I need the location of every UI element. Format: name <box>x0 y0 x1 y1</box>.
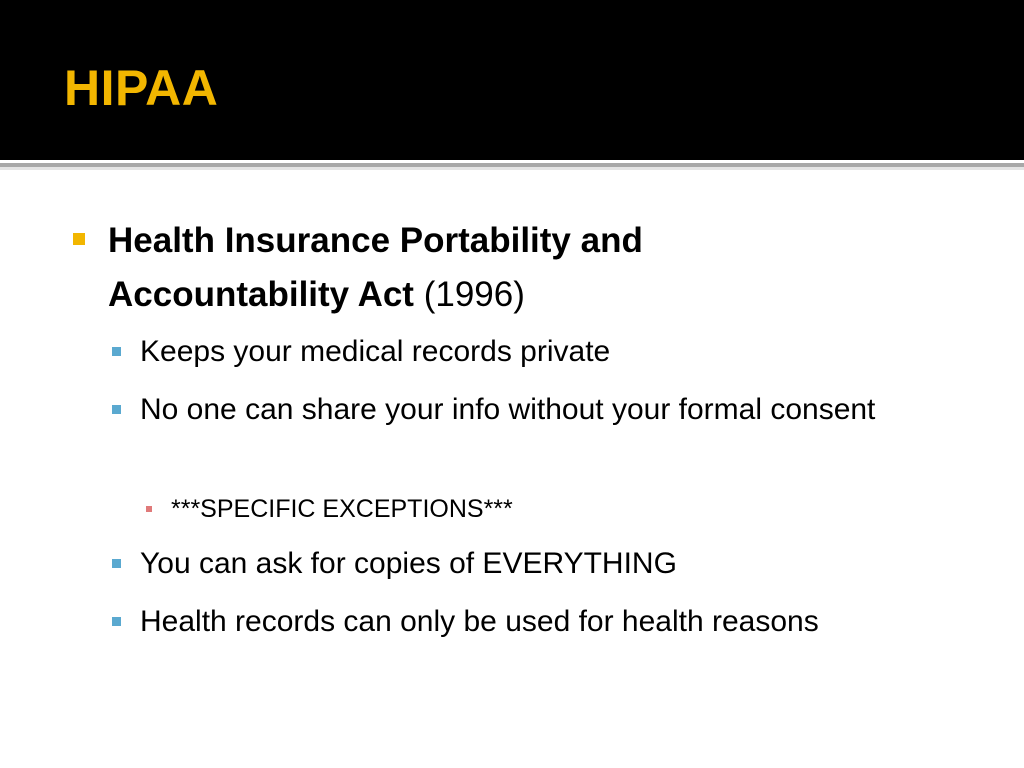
square-bullet-icon <box>112 405 121 414</box>
sub-bullet-text: Keeps your medical records private <box>140 335 611 368</box>
main-bullet <box>108 214 808 322</box>
nested-bullet-text: ***SPECIFIC EXCEPTIONS*** <box>171 495 513 523</box>
slide-title: HIPAA <box>64 60 219 116</box>
square-bullet-icon <box>73 233 85 245</box>
sub-bullet-text: Health records can only be used for health reasons <box>140 605 819 638</box>
sub-bullet-text: You can ask for copies of EVERYTHING <box>140 547 677 580</box>
nested-bullet-exceptions <box>171 490 971 528</box>
sub-bullet-text: No one can share your info without your formal consent <box>140 393 876 426</box>
square-bullet-icon <box>112 617 121 626</box>
sub-bullet-health-use <box>140 598 980 646</box>
square-bullet-icon <box>112 559 121 568</box>
main-bullet-year-text: (1996) <box>413 275 525 314</box>
square-bullet-icon <box>112 347 121 356</box>
main-bullet-bold-text: Health Insurance Portability and Accountability Act <box>108 221 643 314</box>
sub-bullet-copies <box>140 540 980 588</box>
square-bullet-icon <box>146 506 152 512</box>
sub-bullet-keeps-private <box>140 328 980 376</box>
sub-bullet-no-sharing <box>140 386 980 434</box>
